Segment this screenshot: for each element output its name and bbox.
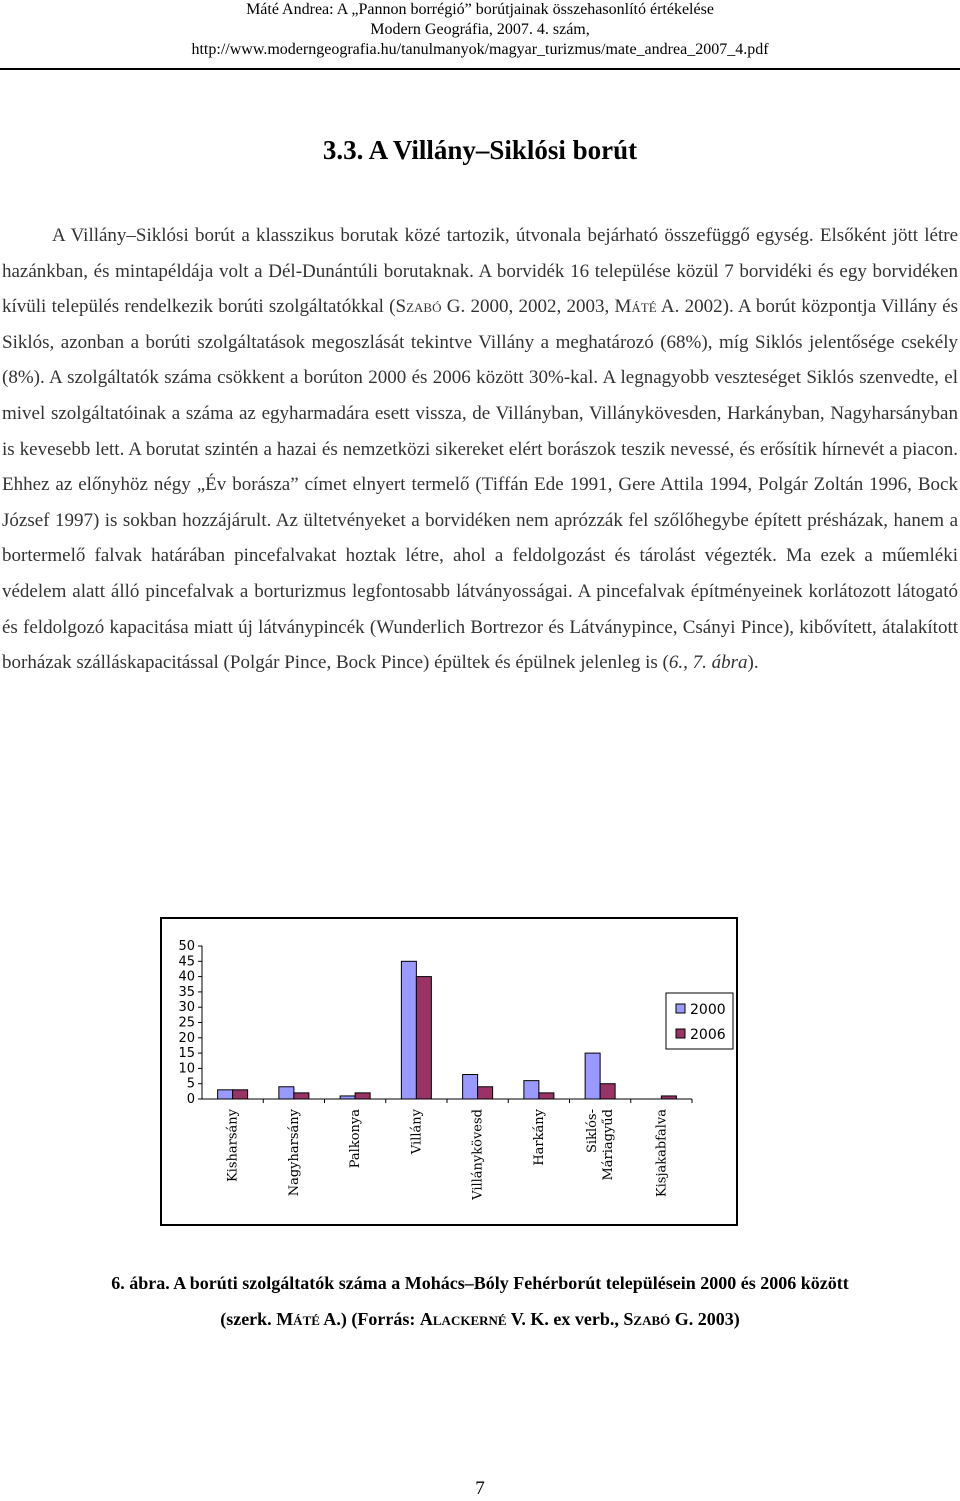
citation-author-mate: Máté [614,296,657,318]
caption-source-end: G. 2003) [670,1309,740,1329]
bar-2000-2 [340,1096,355,1099]
bar-2000-0 [218,1090,233,1099]
y-tick-label: 50 [178,939,195,954]
section-title: 3.3. A Villány–Siklósi borút [322,135,638,165]
bar-2000-3 [401,961,416,1099]
bar-2000-5 [524,1081,539,1099]
bar-2006-3 [416,977,431,1099]
caption-author-mate: Máté [276,1309,320,1329]
x-category-label: Kisharsány [225,1109,241,1183]
y-tick-label: 45 [178,954,195,970]
citation-years: G. 2000, 2002, 2003, [441,296,615,318]
y-tick-label: 5 [186,1076,195,1092]
header-line-journal: Modern Geográfia, 2007. 4. szám, [370,21,590,38]
y-tick-label: 20 [178,1030,195,1046]
page-number: 7 [475,1478,485,1499]
x-category-label: Máriagyűd [601,1109,617,1181]
paragraph-text-1: A Villány–Siklósi borút a klasszikus borutak közé tartozik, útvonala bejárható összefüggő egység. Elsőként jött létre hazánkban, és mintapéldája volt a Dél-Dunántúli borutaknak. A borvidék 16 települése közül 7 borvidéki és egy borvidéken kívüli település rendelkezik borúti szolgáltatókkal ( [2,225,958,318]
header-line-url: http://www.moderngeografia.hu/tanulmanyok/magyar_turizmus/mate_andrea_2007_4.pdf [191,41,769,58]
body-paragraph [2,218,958,681]
running-header [0,0,960,60]
caption-line-1: 6. ábra. A borúti szolgáltatók száma a Mohács–Bóly Fehérborút településein 2000 és 2006 között [111,1273,849,1293]
figure-caption [0,1265,960,1337]
bar-2006-6 [600,1084,615,1099]
bar-2006-5 [539,1093,554,1099]
y-tick-label: 15 [178,1046,195,1062]
x-category-label: Siklós- [585,1109,601,1153]
bar-2000-1 [279,1087,294,1099]
bar-2000-6 [585,1053,600,1099]
bar-2006-7 [661,1096,676,1099]
y-tick-label: 10 [178,1061,195,1077]
bar-2006-1 [294,1093,309,1099]
header-rule [0,68,960,70]
bar-2000-4 [463,1075,478,1099]
bar-2006-0 [233,1090,248,1099]
x-category-label: Villány [409,1109,425,1155]
caption-line-2 [0,1301,960,1337]
y-tick-label: 35 [178,984,195,1000]
y-tick-label: 25 [178,1015,195,1031]
x-category-label: Kisjakabfalva [654,1109,670,1198]
caption-source-mid: V. K. ex verb., [506,1309,624,1329]
legend-swatch-2006 [676,1029,685,1038]
caption-szerk: (szerk. [220,1309,277,1329]
bar-2006-4 [478,1087,493,1099]
citation-author-szabo: Szabó [395,296,442,318]
x-category-label: Palkonya [348,1109,364,1169]
bar-chart [162,919,736,1224]
x-category-label: Villánykövesd [470,1109,486,1200]
paragraph-end: ). [747,652,759,674]
caption-author-alackerne: Alackerné [419,1309,507,1329]
x-category-label: Nagyharsány [286,1109,302,1197]
y-tick-label: 0 [186,1092,195,1107]
bar-2006-2 [355,1093,370,1099]
y-tick-label: 40 [178,969,195,985]
paragraph-text-2: A. 2002). A borút központja Villány és Siklós, azonban a borúti szolgáltatások megoszlását tekintve Villány a meghatározó (68%), míg Siklós jelentősége csekély (8%). A szolgáltatók száma csökkent a borúton 2000 és 2006 között 30%-kal. A legnagyobb veszteséget Siklós szenvedte, el mivel szolgáltatóinak a száma az egyharmadára esett vissza, de Villányban, Villánykövesden, Harkányban, Nagyharsányban is kevesebb lett. A borutat szintén a hazai és nemzetközi sikereket elért borászok teszik nevessé, és erősítik hírnevét a piacon. Ehhez az előnyhöz négy „Év borásza” címet elnyert termelő (Tiffán Ede 1991, Gere Attila 1994, Polgár Zoltán 1996, Bock József 1997) is sokban hozzájárult. Az ültetvényeket a borvidéken nem aprózzák fel szőlőhegybe épített présházak, hanem a bortermelő falvak határában pincefalvakat hoztak létre, ahol a feldolgozást és tárolást végezték. Ma ezek a műemléki védelem alatt álló pincefalvak a borturizmus legfontosabb látványosságai. A pincefalvak építményeinek korlátozott látogató és feldolgozó kapacitása miatt új látványpincék (Wunderlich Bortrezor és Látványpince, Csányi Pince), kibővített, átalakított borházak szálláskapacitással (Polgár Pince, Bock Pince) épültek és épülnek jelenleg is ( [2,296,958,674]
header-line-author: Máté Andrea: A „Pannon borrégió” borútjainak összehasonlító értékelése [246,1,714,18]
legend-swatch-2000 [676,1004,685,1013]
legend-label-2000: 2000 [690,1002,726,1018]
x-category-label: Harkány [531,1109,547,1166]
legend-label-2006: 2006 [690,1027,726,1043]
figure-reference: 6., 7. ábra [668,652,748,674]
caption-author-szabo: Szabó [623,1309,671,1329]
caption-source-label: A.) (Forrás: [319,1309,420,1329]
y-tick-label: 30 [178,1000,195,1016]
chart-frame [160,917,738,1226]
